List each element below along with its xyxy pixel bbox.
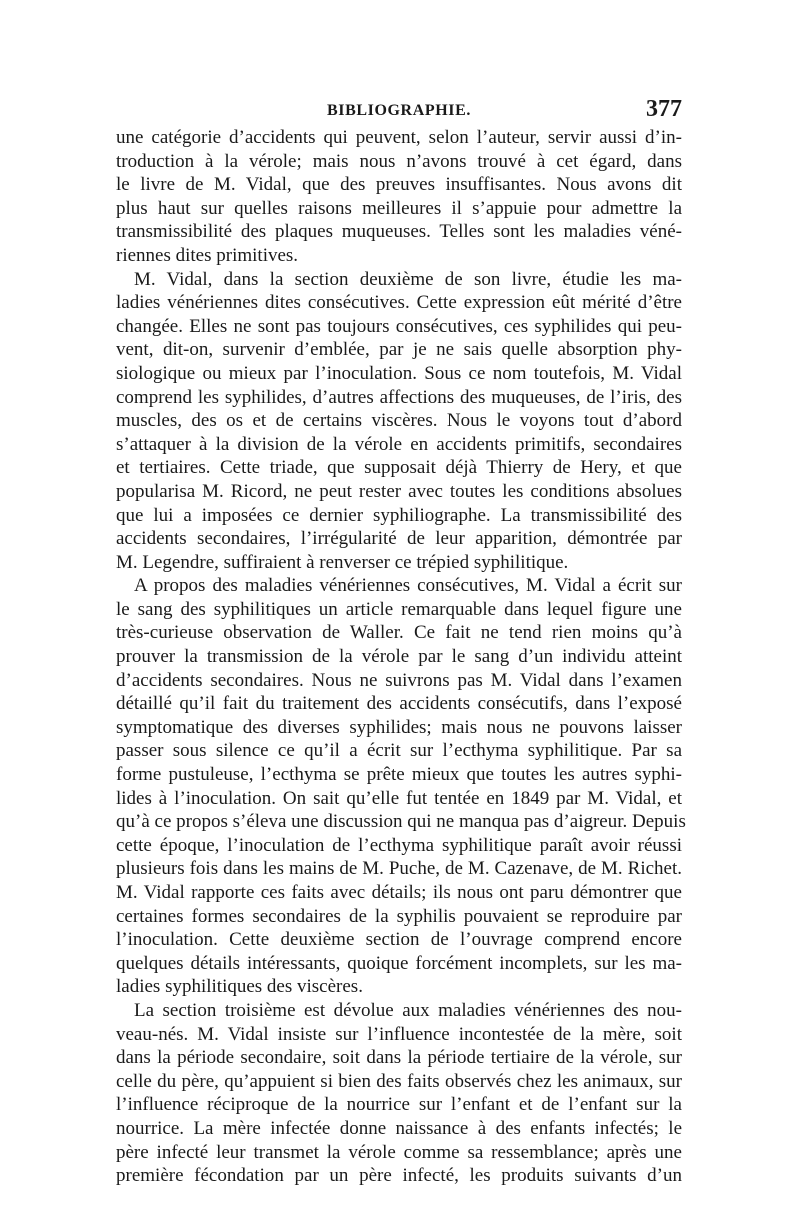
- text-line: le sang des syphilitiques un article remarquable dans lequel figure une: [116, 598, 682, 620]
- page-header: [116, 96, 682, 126]
- text-line: et tertiaires. Cette triade, que supposait déjà Thierry de Hery, et que: [116, 457, 682, 479]
- text-line: transmissibilité des plaques muqueuses. Telles sont les maladies véné-: [116, 221, 682, 243]
- text-line: l’influence réciproque de la nourrice sur l’enfant et de l’enfant sur la: [116, 1094, 682, 1116]
- text-line: le livre de M. Vidal, que des preuves insuffisantes. Nous avons dit: [116, 174, 682, 196]
- text-line: siologique ou mieux par l’inoculation. Sous ce nom toutefois, M. Vidal: [116, 362, 682, 384]
- text-line: passer sous silence ce qu’il a écrit sur l’ecthyma syphilitique. Par sa: [116, 740, 682, 762]
- text-line: forme pustuleuse, l’ecthyma se prête mieux que toutes les autres syphi-: [116, 764, 682, 786]
- text-line: lides à l’inoculation. On sait qu’elle fut tentée en 1849 par M. Vidal, et: [116, 787, 682, 809]
- text-line: M. Vidal rapporte ces faits avec détails; ils nous ont paru démontrer que: [116, 882, 682, 903]
- text-line: muscles, des os et de certains viscères. Nous le voyons tout d’abord: [116, 410, 682, 432]
- text-line: M. Legendre, suffiraient à renverser ce trépied syphilitique.: [116, 551, 569, 573]
- text-line: certaines formes secondaires de la syphilis pouvaient se reproduire par: [116, 905, 682, 927]
- text-line: veau-nés. M. Vidal insiste sur l’influence incontestée de la mère, soit: [116, 1023, 682, 1045]
- text-line: comprend les syphilides, d’autres affections des muqueuses, de l’iris, des: [116, 386, 682, 408]
- text-line: quelques détails intéressants, quoique forcément incomplets, sur les ma-: [116, 952, 682, 974]
- running-title: BIBLIOGRAPHIE.: [327, 102, 471, 119]
- text-line: d’accidents secondaires. Nous ne suivrons pas M. Vidal dans l’examen: [116, 669, 682, 691]
- text-line: que lui a imposées ce dernier syphiliographe. La transmissibilité des: [116, 504, 682, 526]
- text-line: père infecté leur transmet la vérole comme sa ressemblance; après une: [116, 1141, 682, 1163]
- text-line: troduction à la vérole; mais nous n’avons trouvé à cet égard, dans: [116, 150, 682, 172]
- text-line: qu’à ce propos s’éleva une discussion qui ne manqua pas d’aigreur. Depuis: [116, 811, 686, 833]
- text-line: La section troisième est dévolue aux maladies vénériennes des nou-: [134, 999, 682, 1021]
- text-line: nourrice. La mère infectée donne naissance à des enfants infectés; le: [116, 1117, 682, 1139]
- text-line: symptomatique des diverses syphilides; mais nous ne pouvons laisser: [116, 716, 682, 738]
- text-line: popularisa M. Ricord, ne peut rester avec toutes les conditions absolues: [116, 480, 682, 502]
- text-line: celle du père, qu’appuient si bien des faits observés chez les animaux, sur: [116, 1070, 682, 1092]
- text-line: très-curieuse observation de Waller. Ce fait ne tend rien moins qu’à: [116, 622, 682, 644]
- text-line: ladies vénériennes dites consécutives. Cette expression eût mérité d’être: [116, 292, 682, 314]
- page-number: 377: [646, 96, 682, 122]
- text-line: vent, dit-on, survenir d’emblée, par je ne sais quelle absorption phy-: [116, 339, 682, 361]
- text-line: s’attaquer à la division de la vérole en accidents primitifs, secondaires: [116, 433, 682, 455]
- text-line: prouver la transmission de la vérole par le sang d’un individu atteint: [116, 646, 682, 668]
- text-line: l’inoculation. Cette deuxième section de l’ouvrage comprend encore: [116, 929, 682, 951]
- text-line: première fécondation par un père infecté, les produits suivants d’un: [116, 1165, 682, 1187]
- text-line: plusieurs fois dans les mains de M. Puche, de M. Cazenave, de M. Richet.: [116, 858, 682, 880]
- text-line: ladies syphilitiques des viscères.: [116, 976, 363, 998]
- text-line: plus haut sur quelles raisons meilleures il s’appuie pour admettre la: [116, 197, 682, 219]
- text-line: cette époque, l’inoculation de l’ecthyma syphilitique paraît avoir réussi: [116, 834, 682, 856]
- text-line: riennes dites primitives.: [116, 244, 299, 266]
- body-text: [116, 126, 686, 1188]
- text-line: dans la période secondaire, soit dans la période tertiaire de la vérole, sur: [116, 1047, 682, 1069]
- text-line: A propos des maladies vénériennes consécutives, M. Vidal a écrit sur: [134, 575, 682, 597]
- text-line: accidents secondaires, l’irrégularité de leur apparition, démontrée par: [116, 528, 682, 550]
- text-line: détaillé qu’il fait du traitement des accidents consécutifs, dans l’exposé: [116, 693, 682, 715]
- text-line: changée. Elles ne sont pas toujours consécutives, ces syphilides qui peu-: [116, 315, 682, 337]
- text-line: M. Vidal, dans la section deuxième de son livre, étudie les ma-: [134, 268, 682, 290]
- text-line: une catégorie d’accidents qui peuvent, selon l’auteur, servir aussi d’in-: [116, 127, 682, 148]
